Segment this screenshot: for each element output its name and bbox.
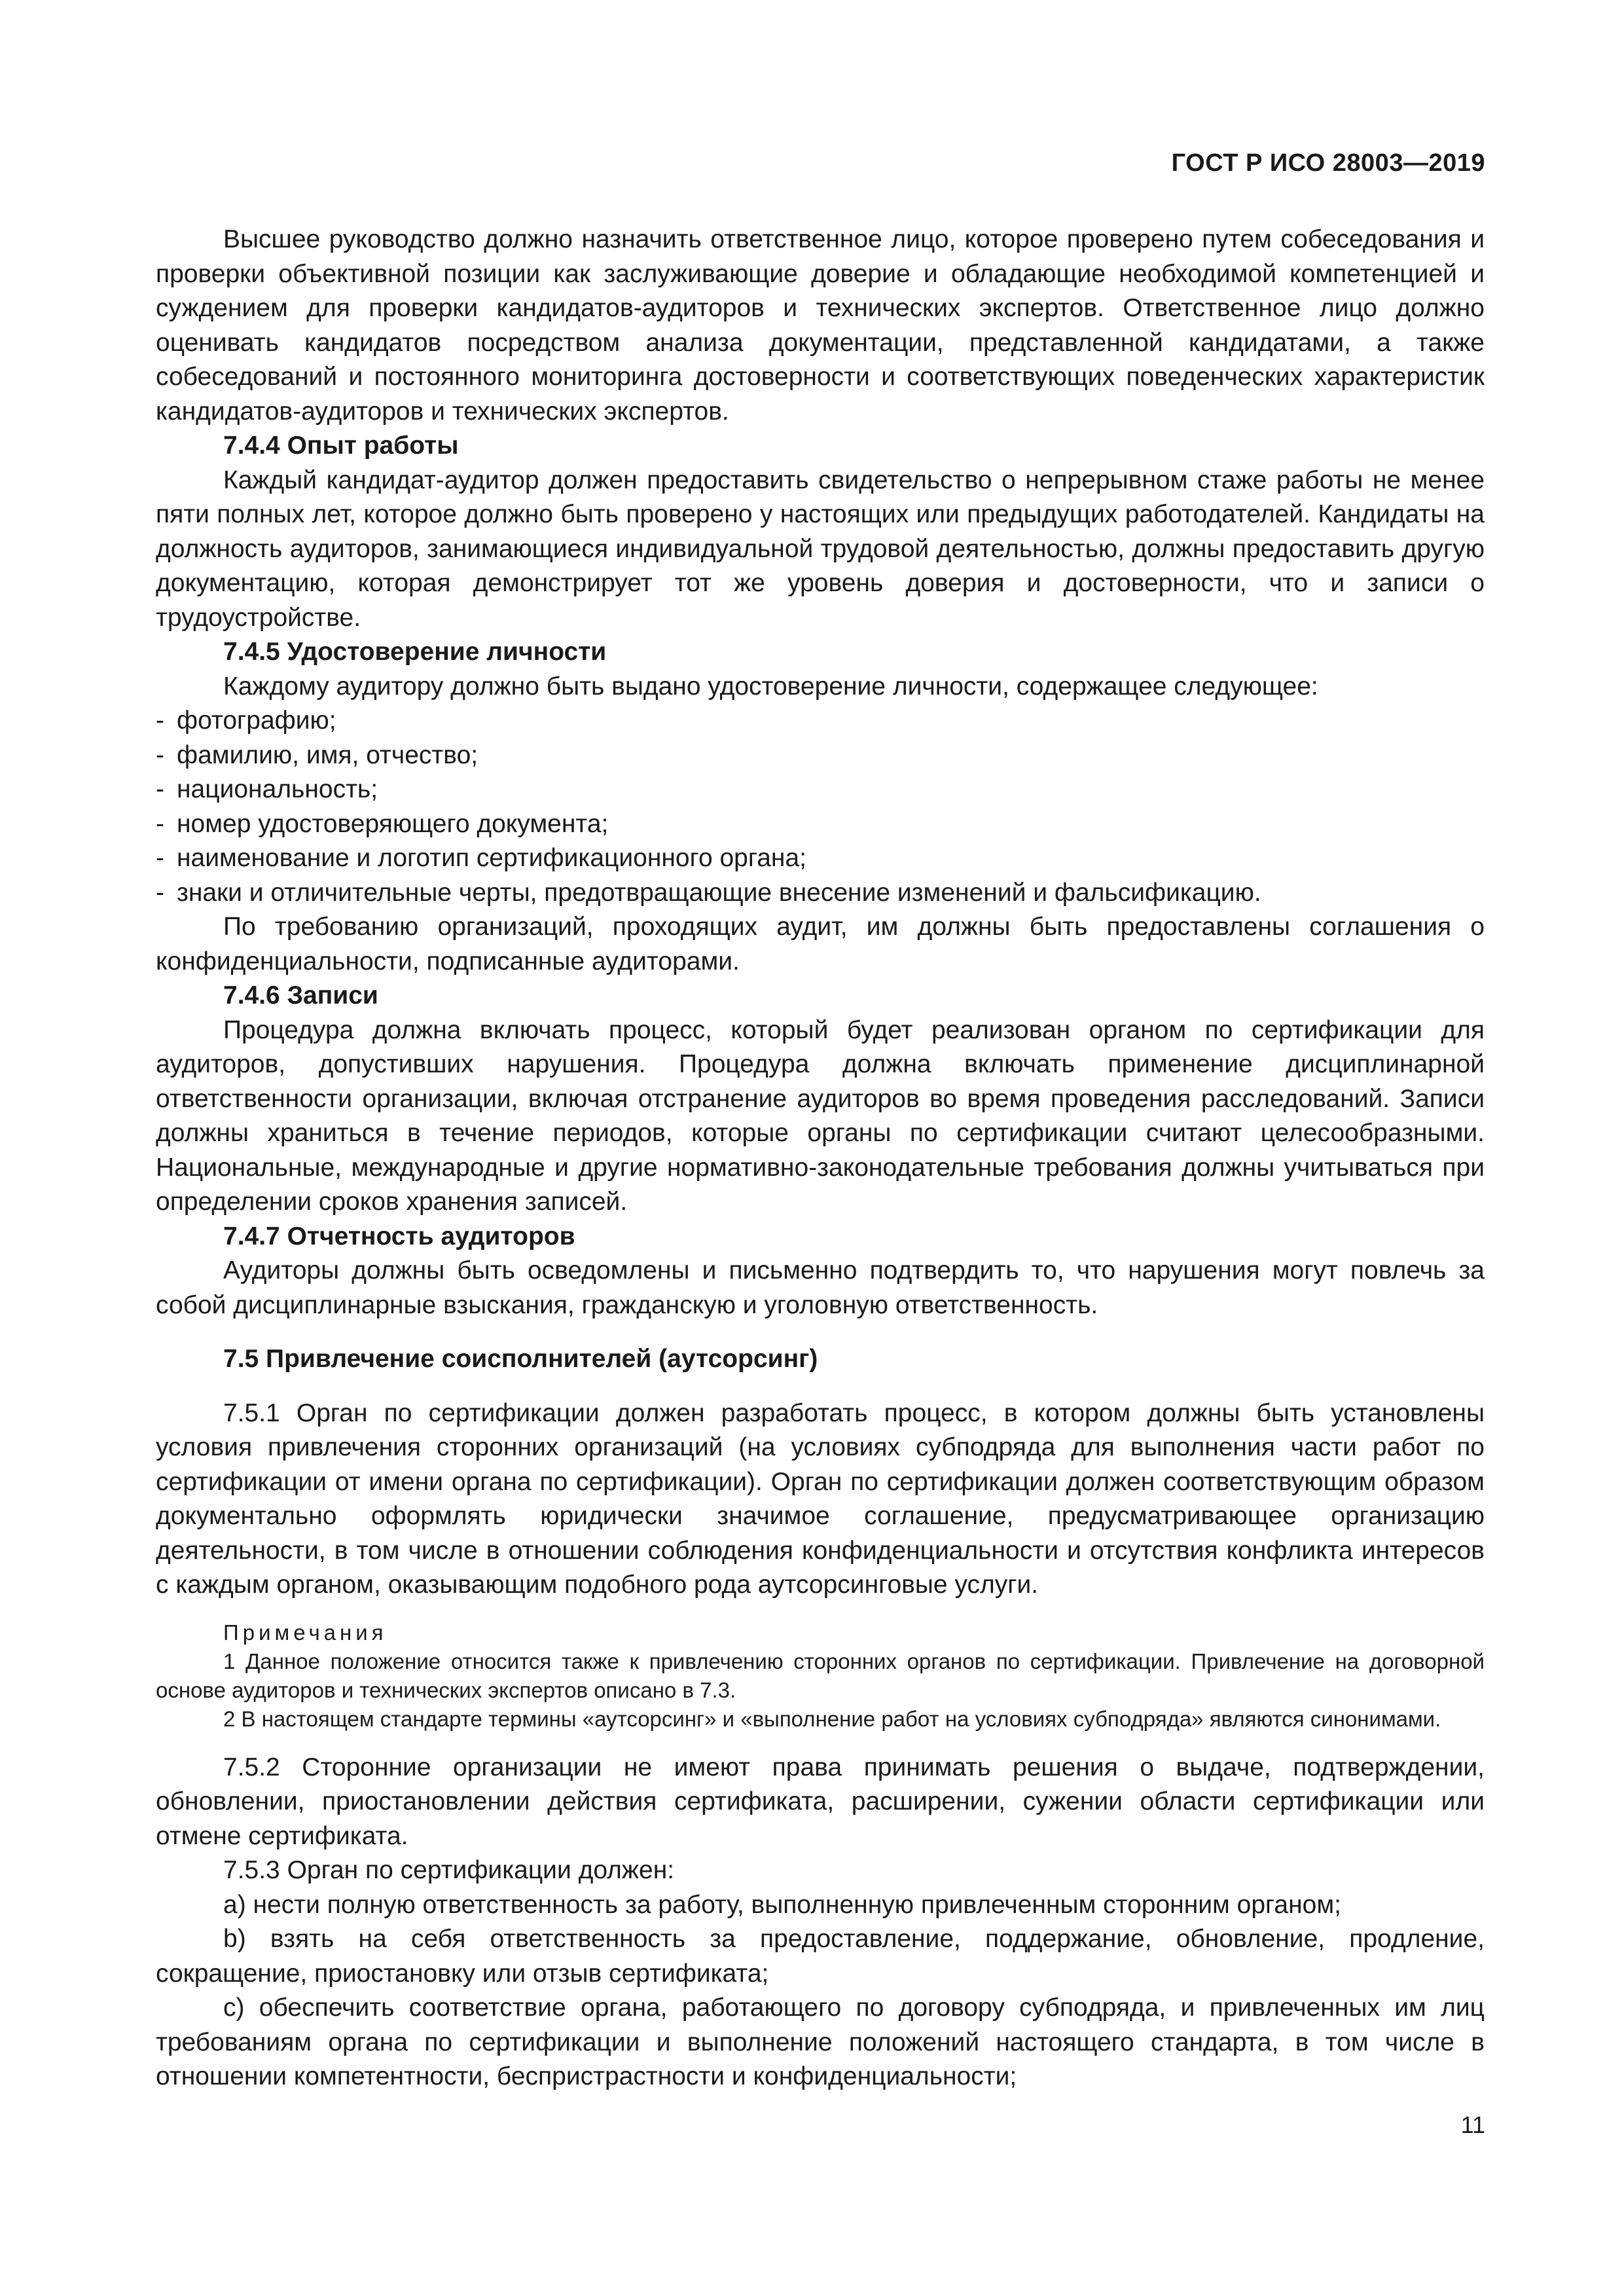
paragraph-7-4-5-intro: Каждому аудитору должно быть выдано удостоверение личности, содержащее следующее: [223, 672, 1318, 701]
list-item-c: c) обеспечить соответствие органа, работающего по договору субподряда, и привлеченных им лиц требованиям органа по сертификации и выполнение положений настоящего стандарта, в том числе в отношении компетентности, беспристрастности и конфиденциальности; [156, 1994, 1485, 2090]
id-contents-list [156, 704, 1485, 910]
list-item: - наименование и логотип сертификационного органа; [156, 844, 806, 872]
heading-7-4-4: 7.4.4 Опыт работы [223, 431, 459, 460]
intro-paragraph: Высшее руководство должно назначить ответственное лицо, которое проверено путем собеседования и проверки объективной позиции как заслуживающие доверие и обладающие необходимой компетенцией и суждением для проверки кандидатов-аудиторов и технических экспертов. Ответственное лицо должно оценивать кандидатов посредством анализа документации, представленной кандидатами, а также собеседований и постоянного мониторинга достоверности и соответствующих поведенческих характеристик кандидатов-аудиторов и технических экспертов. [156, 225, 1485, 426]
paragraph-7-4-5-outro: По требованию организаций, проходящих аудит, им должны быть предоставлены соглашения о конфиденциальности, подписанные аудиторами. [156, 913, 1485, 975]
heading-7-4-6: 7.4.6 Записи [223, 981, 378, 1010]
paragraph-7-4-7: Аудиторы должны быть осведомлены и письменно подтвердить то, что нарушения могут повлечь за собой дисциплинарные взыскания, гражданскую и уголовную ответственность. [156, 1256, 1485, 1319]
page-number: 11 [1460, 2111, 1485, 2138]
note-1: 1 Данное положение относится также к привлечению сторонних органов по сертификации. Привлечение на договорной основе аудиторов и технических экспертов описано в 7.3. [156, 1649, 1485, 1702]
paragraph-7-4-6: Процедура должна включать процесс, который будет реализован органом по сертификации для аудиторов, допустивших нарушения. Процедура должна включать применение дисциплинарной ответственности организации, включая отстранение аудиторов во время проведения расследований. Записи должны храниться в течение периодов, которые органы по сертификации считают целесообразными. Национальные, международные и другие нормативно-законодательные требования должны учитываться при определении сроков хранения записей. [156, 1015, 1485, 1216]
paragraph-7-4-4: Каждый кандидат-аудитор должен предоставить свидетельство о непрерывном стаже работы не менее пяти полных лет, которое должно быть проверено у настоящих или предыдущих работодателей. Кандидаты на должность аудиторов, занимающиеся индивидуальной трудовой деятельностью, должны предоставить другую документацию, которая демонстрирует тот же уровень доверия и достоверности, что и записи о трудоустройстве. [156, 465, 1485, 632]
notes-block [156, 1618, 1485, 1734]
list-item-a: a) нести полную ответственность за работу, выполненную привлеченным сторонним органом; [223, 1890, 1341, 1919]
list-item: - фотографию; [156, 706, 336, 735]
heading-7-4-7: 7.4.7 Отчетность аудиторов [223, 1222, 575, 1250]
paragraph-7-5-3: 7.5.3 Орган по сертификации должен: [223, 1856, 675, 1884]
list-item: - национальность; [156, 775, 378, 803]
paragraph-7-5-1: 7.5.1 Орган по сертификации должен разработать процесс, в котором должны быть установлены условия привлечения сторонних организаций (на условиях субподряда для выполнения части работ по сертификации от имени органа по сертификации). Орган по сертификации должен соответствующим образом документально оформлять юридически значимое соглашение, предусматривающее организацию деятельности, в том числе в отношении соблюдения конфиденциальности и отсутствия конфликта интересов с каждым органом, оказывающим подобного рода аутсорсинговые услуги. [156, 1398, 1485, 1599]
heading-7-4-5: 7.4.5 Удостоверение личности [223, 638, 607, 666]
notes-title: Примечания [223, 1620, 388, 1645]
document-header: ГОСТ Р ИСО 28003—2019 [1171, 149, 1485, 177]
list-item: - фамилию, имя, отчество; [156, 740, 478, 769]
list-item: - номер удостоверяющего документа; [156, 809, 609, 838]
list-item: - знаки и отличительные черты, предотвращающие внесение изменений и фальсификацию. [156, 878, 1261, 907]
list-item-b: b) взять на себя ответственность за предоставление, поддержание, обновление, продление, сокращение, приостановку или отзыв сертификата; [156, 1925, 1485, 1988]
paragraph-7-5-2: 7.5.2 Сторонние организации не имеют права принимать решения о выдаче, подтверждении, обновлении, приостановлении действия сертификата, расширении, сужении области сертификации или отмене сертификата. [156, 1753, 1485, 1850]
note-2: 2 В настоящем стандарте термины «аутсорсинг» и «выполнение работ на условиях субподряда» являются синонимами. [223, 1706, 1441, 1731]
heading-7-5: 7.5 Привлечение соисполнителей (аутсорсинг) [223, 1345, 818, 1373]
document-body [156, 223, 1485, 2094]
